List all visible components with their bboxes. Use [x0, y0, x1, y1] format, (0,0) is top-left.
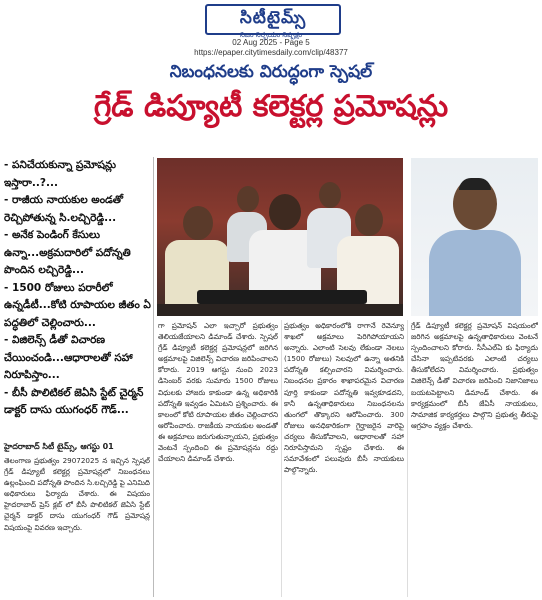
article-column-4: గ్రేడ్ డిప్యూటీ కలెక్టర్ల ప్రమోషన్ విషయంలో జరిగిన అక్రమాలపై ఉన్నతాధికారులు వెంటనే స్పందించాలని కోరారు. సీసీఎల్ఏ కు ఫిర్యాదు చేసినా ఇప్పటివరకు ఎలాంటి చర్యలు తీసుకోలేదని విమర్శించారు. ప్రభుత్వం విజిలెన్స్ డీతో విచారణ జరిపించి నిజానిజాలు బయటపెట్టాలని డిమాండ్ చేశారు. ఈ కార్యక్రమంలో బీసీ జేఏసీ నాయకులు, సామాజిక కార్యకర్తలు పాల్గొని ప్రభుత్వ తీరుపై ఆగ్రహం వ్యక్తం చేశారు.: [411, 321, 538, 430]
list-item: - విజిలెన్స్ డీతో విచారణ చేయించండి...ఆధారాలతో సహా నిరూపిస్తాం...: [4, 334, 133, 381]
table: [157, 304, 403, 316]
list-item: - పనిచేయకున్నా ప్రమోషన్లు ఇస్తారా..?...: [4, 159, 116, 189]
press-conference-photo: [157, 158, 403, 316]
subheadline: నిబంధనలకు విరుద్ధంగా స్పెషల్: [169, 62, 373, 82]
article-column-1: తెలంగాణ ప్రభుత్వం 29072025 న ఇచ్చిన స్పెషల్ గ్రేడ్ డిప్యూటీ కలెక్టర్ల ప్రమోషన్లలో నిబంధనలు ఉల్లంఘించి పదోన్నతి పొందిన సి.లచ్చిరెడ్డి పై ఎనిమిది అధికారులు ఫిర్యాదు చేశారు. ఈ విషయం హైదరాబాద్ ప్రెస్ క్లబ్ లో బీసీ పొలిటికల్ జెఏసి స్టేట్ చైర్మన్ డాక్టర్ దాసు యుగంధర్ గౌడ్ ప్రమోషన్ల విషయంపై వివరణ ఇచ్చారు.: [4, 456, 150, 532]
person-figure: [429, 178, 521, 316]
highlights-list: [4, 157, 152, 442]
list-item: - 1500 రోజులు పరారీలో ఉన్నడీటీ...కోటి రూపాయల జీతం ఏ పద్ధతిలో చెల్లించారు...: [4, 281, 151, 329]
masthead: [0, 0, 542, 58]
article-column-3: ప్రభుత్వం అధికారంలోకి రాగానే రెవెన్యూ శాఖలో అక్రమాలు పెరిగిపోయాయని అన్నారు. ఎలాంటి సెలవు లేకుండా నెలలు (1500 రోజులు) సెలవులో ఉన్నా అతనికి పదోన్నతి కల్పించారని విమర్శించారు. నిబంధనల ప్రకారం శాఖాపరమైన విచారణ పూర్తి కాకుండా పదోన్నతి ఇవ్వకూడదని, కానీ ఉన్నతాధికారులు నిబంధనలను తుంగలో తొక్కారని ఆరోపించారు. 300 రోజులు అనధికారికంగా గైర్హాజరైన వారిపై చర్యలు తీసుకోవాలని, ఆధారాలతో సహా నిరూపిస్తామని స్పష్టం చేశారు. ఈ సమావేశంలో పలువురు బీసీ నాయకులు పాల్గొన్నారు.: [284, 321, 404, 475]
column-divider: [281, 320, 282, 597]
main-headline: గ్రేడ్ డిప్యూటీ కలెక్టర్ల ప్రమోషన్లు: [93, 89, 449, 124]
logo-tagline: నిజం నిర్భయం నిష్పక్షం: [239, 31, 303, 39]
list-item: - అనేక పెండింగ్ కేసులు ఉన్నా...అక్రమదారిలో పదోన్నతి పొందిన లచ్చిరెడ్డి...: [4, 229, 131, 276]
list-item: - రాజీయ నాయకుల అండతో రెచ్చిపోతున్న సి.లచ్చిరెడ్డి...: [4, 194, 124, 224]
article-column-2: గా ప్రమోషన్ ఎలా ఇచ్చారో ప్రభుత్వం తెలియజేయాలని డిమాండ్ చేశారు. స్పెషల్ గ్రేడ్ డిప్యూటీ కలెక్టర్ల ప్రమోషన్లలో జరిగిన అక్రమాలపై విజిలెన్స్ విచారణ జరిపించాలని కోరారు. 2019 ఆగస్టు నుంచి 2023 డిసెంబర్ వరకు సుమారు 1500 రోజులు విధులకు హాజరు కాకుండా ఉన్న అధికారికి పదోన్నతి ఇవ్వడం ఏమిటని ప్రశ్నించారు. ఈ కాలంలో కోటి రూపాయల జీతం చెల్లించారని ఆరోపించారు. రాజకీయ నాయకుల అండతో ఈ అక్రమాలు జరుగుతున్నాయని, ప్రభుత్వం వెంటనే స్పందించి ఈ ప్రమోషన్లను రద్దు చేయాలని డిమాండ్ చేశారు.: [158, 321, 278, 464]
officer-portrait-photo: [411, 158, 538, 316]
column-divider: [407, 320, 408, 597]
dateline: హైదరాబాద్ సిటీ టైమ్స్, ఆగస్టు 01: [4, 442, 114, 451]
logo-text: సిటీటైమ్స్: [239, 7, 307, 28]
date-page: 02 Aug 2025 - Page 5: [232, 38, 310, 47]
microphones: [197, 290, 367, 304]
list-item: - బీసీ పొలిటికల్ జెఏసి స్టేట్ చైర్మన్ డాక్టర్ దాసు యుగంధర్ గౌడ్...: [4, 386, 144, 416]
column-divider: [153, 157, 154, 597]
clip-url: https://epaper.citytimesdaily.com/clip/48377: [194, 48, 348, 57]
